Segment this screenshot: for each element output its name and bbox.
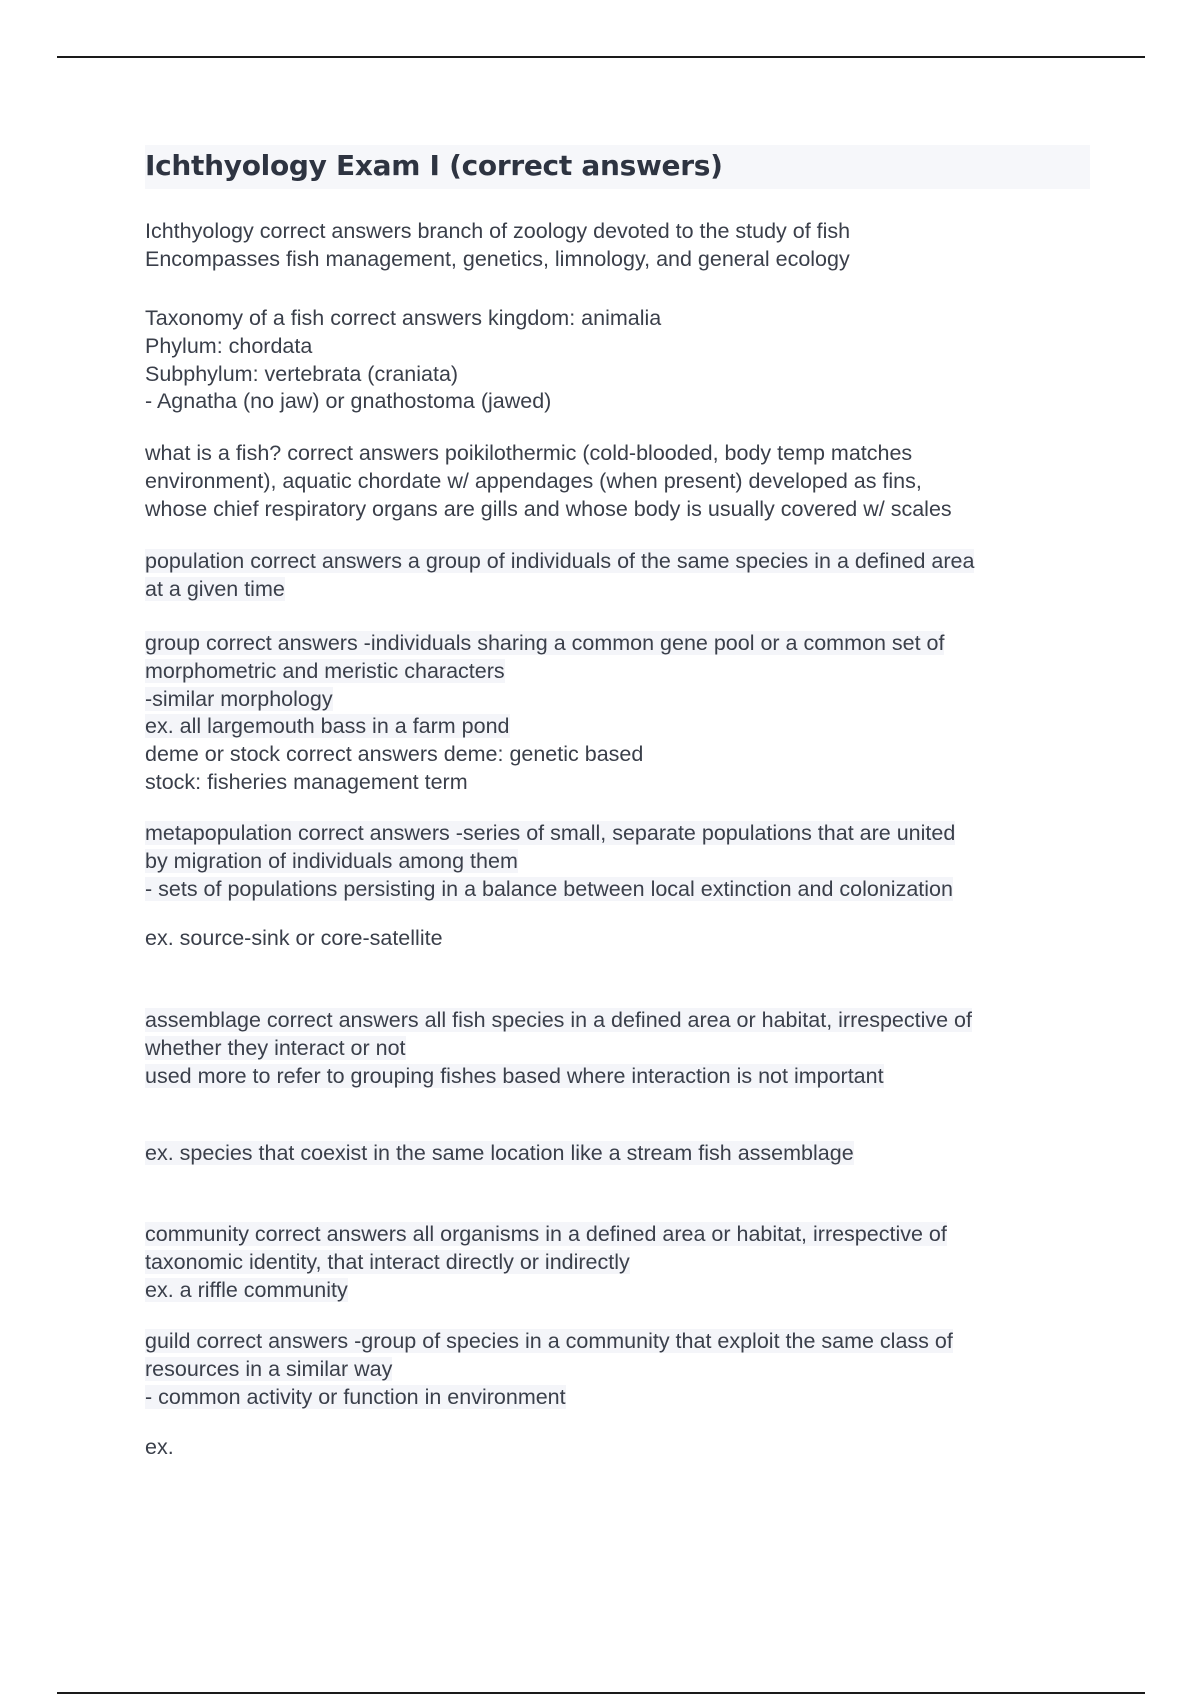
document-title: Ichthyology Exam I (correct answers) <box>145 145 1090 189</box>
entry-line-text: ex. all largemouth bass in a farm pond <box>145 714 510 739</box>
qa-entry <box>145 1434 1090 1462</box>
entry-line-text: taxonomic identity, that interact directly or indirectly <box>145 1249 630 1274</box>
qa-entry <box>145 548 1090 604</box>
entry-line <box>145 576 1090 604</box>
entry-line <box>145 496 1090 524</box>
entry-line <box>145 925 1090 953</box>
entry-line <box>145 1140 1090 1168</box>
entry-line-text: by migration of individuals among them <box>145 848 518 873</box>
entry-line-text: - Agnatha (no jaw) or gnathostoma (jawed) <box>145 389 552 414</box>
entry-line-text: at a given time <box>145 576 285 601</box>
entry-line <box>145 1277 1090 1305</box>
entry-line <box>145 769 1090 797</box>
entry-line <box>145 1356 1090 1384</box>
entry-line <box>145 1434 1090 1462</box>
entry-line-text: -similar morphology <box>145 686 333 711</box>
entries-list <box>145 218 1090 1462</box>
entry-line-text: metapopulation correct answers -series of small, separate populations that are united <box>145 821 956 846</box>
qa-entry <box>145 925 1090 953</box>
entry-line-text: group correct answers -individuals sharing a common gene pool or a common set of <box>145 630 945 655</box>
entry-line-text: community correct answers all organisms in a defined area or habitat, irrespective of <box>145 1222 947 1247</box>
entry-line <box>145 1249 1090 1277</box>
entry-line <box>145 548 1090 576</box>
entry-line <box>145 686 1090 714</box>
entry-line <box>145 1221 1090 1249</box>
entry-line <box>145 468 1090 496</box>
entry-line-text: environment), aquatic chordate w/ appendages (when present) developed as fins, <box>145 468 922 493</box>
entry-line-text: what is a fish? correct answers poikilothermic (cold-blooded, body temp matches <box>145 440 913 465</box>
entry-line <box>145 388 1090 416</box>
qa-entry <box>145 630 1090 741</box>
qa-entry <box>145 820 1090 903</box>
entry-line-text: Taxonomy of a fish correct answers kingdom: animalia <box>145 305 662 330</box>
entry-line-text: whether they interact or not <box>145 1035 406 1060</box>
entry-line-text: Phylum: chordata <box>145 333 313 358</box>
qa-entry <box>145 440 1090 523</box>
entry-line <box>145 1007 1090 1035</box>
qa-entry <box>145 305 1090 416</box>
entry-line <box>145 1384 1090 1412</box>
entry-line-text: ex. source-sink or core-satellite <box>145 926 443 951</box>
entry-line <box>145 361 1090 389</box>
entry-line <box>145 876 1090 904</box>
document-body <box>145 145 1090 1462</box>
entry-line-text: used more to refer to grouping fishes based where interaction is not important <box>145 1063 884 1088</box>
entry-line-text: Encompasses fish management, genetics, limnology, and general ecology <box>145 246 850 271</box>
entry-line <box>145 713 1090 741</box>
entry-line <box>145 820 1090 848</box>
qa-entry <box>145 1007 1090 1090</box>
footer-rule <box>57 1692 1145 1694</box>
entry-line <box>145 1063 1090 1091</box>
entry-line-text: Ichthyology correct answers branch of zoology devoted to the study of fish <box>145 219 851 243</box>
qa-entry <box>145 218 1090 274</box>
qa-entry <box>145 1221 1090 1304</box>
entry-line <box>145 741 1090 769</box>
entry-line-text: ex. a riffle community <box>145 1277 348 1302</box>
entry-line <box>145 658 1090 686</box>
entry-line <box>145 1035 1090 1063</box>
entry-line <box>145 305 1090 333</box>
entry-line-text: Subphylum: vertebrata (craniata) <box>145 361 459 386</box>
entry-line <box>145 630 1090 658</box>
entry-line <box>145 218 1090 246</box>
entry-line-text: ex. <box>145 1435 174 1460</box>
entry-line-text: population correct answers a group of individuals of the same species in a defined area <box>145 548 975 573</box>
qa-entry <box>145 741 1090 797</box>
entry-line-text: resources in a similar way <box>145 1356 393 1381</box>
header-rule <box>57 56 1145 58</box>
entry-line-text: deme or stock correct answers deme: genetic based <box>145 742 644 767</box>
entry-line <box>145 440 1090 468</box>
entry-line-text: - common activity or function in environment <box>145 1384 566 1409</box>
entry-line-text: morphometric and meristic characters <box>145 658 505 683</box>
entry-line <box>145 333 1090 361</box>
entry-line-text: guild correct answers -group of species in a community that exploit the same class of <box>145 1329 953 1354</box>
entry-line-text: assemblage correct answers all fish species in a defined area or habitat, irrespective of <box>145 1008 972 1033</box>
entry-line <box>145 1328 1090 1356</box>
entry-line-text: ex. species that coexist in the same location like a stream fish assemblage <box>145 1141 854 1166</box>
entry-line-text: - sets of populations persisting in a balance between local extinction and colonization <box>145 876 953 901</box>
qa-entry <box>145 1328 1090 1411</box>
entry-line-text: whose chief respiratory organs are gills and whose body is usually covered w/ scales <box>145 496 952 521</box>
entry-line <box>145 246 1090 274</box>
qa-entry <box>145 1140 1090 1168</box>
entry-line-text: stock: fisheries management term <box>145 769 468 794</box>
entry-line <box>145 848 1090 876</box>
